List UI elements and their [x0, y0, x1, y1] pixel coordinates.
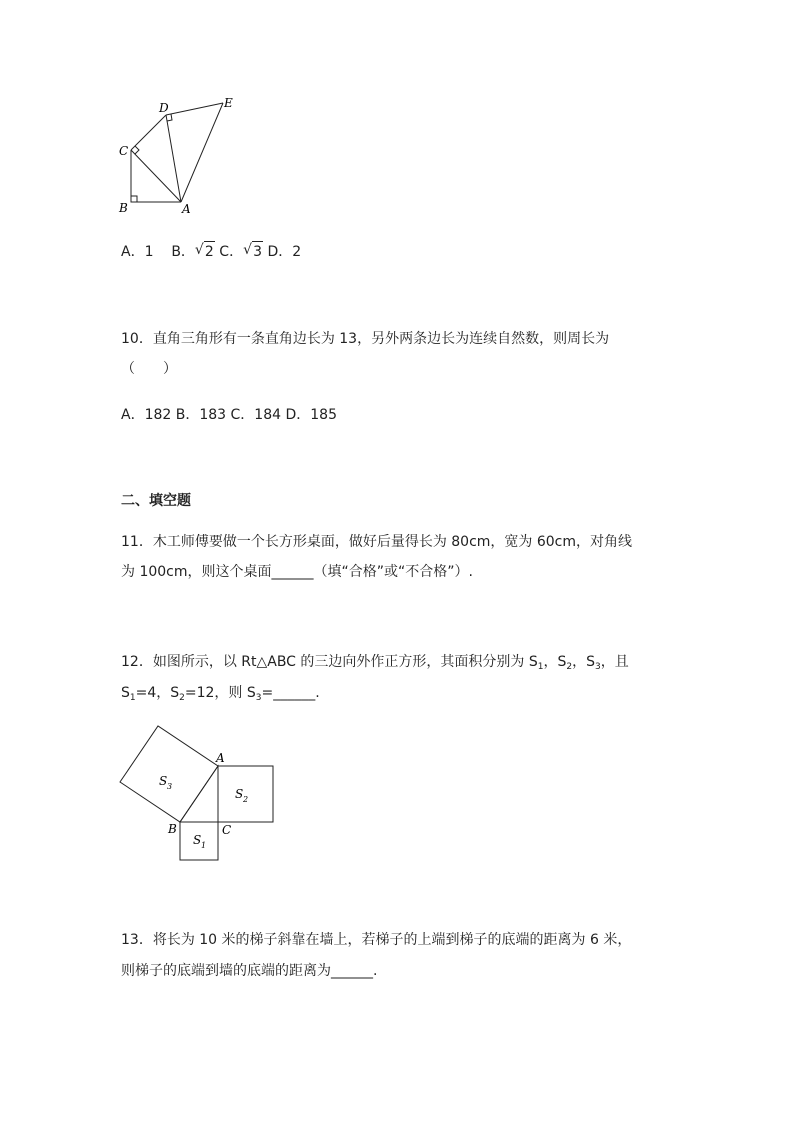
- label-a: A: [182, 202, 191, 216]
- q9-option-a-value: 1: [144, 244, 154, 260]
- q11-line1: 11．木工师傅要做一个长方形桌面，做好后量得长为 80cm，宽为 60cm，对角线: [121, 534, 633, 550]
- q12-line1: 12．如图所示，以 Rt△ABC 的三边向外作正方形，其面积分别为 $S_1$，$S_2$，$S_3$，且: [121, 654, 629, 672]
- q9-options: [121, 241, 301, 262]
- segment-de: [166, 103, 223, 115]
- label-c: C: [222, 823, 232, 837]
- svg-text:2: 2: [243, 795, 249, 804]
- q9-option-d-label: D．: [267, 244, 293, 260]
- svg-text:S: S: [235, 787, 244, 801]
- q10-options: A．182 B．183 C．184 D．185: [121, 407, 337, 423]
- q9-option-d-value: 2: [292, 244, 302, 260]
- square-s3: [120, 726, 218, 822]
- q9-option-b-sqrt: √ 2: [194, 242, 214, 260]
- q9-option-c-label: C．: [219, 244, 244, 260]
- right-angle-mark-b: [131, 196, 137, 202]
- svg-text:3: 3: [167, 782, 173, 791]
- figure-squares-on-triangle: [110, 718, 285, 868]
- label-s3: [159, 774, 172, 791]
- label-b: B: [119, 201, 128, 215]
- right-angle-mark-c: [135, 146, 139, 154]
- q13-line1: 13．将长为 10 米的梯子斜靠在墙上，若梯子的上端到梯子的底端的距离为 6 米，: [121, 932, 632, 948]
- segment-cd: [131, 115, 166, 150]
- q9-option-a-label: A．: [121, 244, 145, 260]
- label-b: B: [168, 822, 177, 836]
- q12-line2: $S_1=4$，$S_2=12$，则 $S_3=\_\_\_\_\_\_$.: [121, 685, 320, 703]
- label-e: E: [224, 96, 233, 110]
- q13-line2: 则梯子的底端到墙的底端的距离为______.: [121, 963, 378, 979]
- triangle-abc: [180, 766, 218, 822]
- label-c: C: [119, 144, 129, 158]
- q11-line2: 为 100cm，则这个桌面______（填“合格”或“不合格”）.: [121, 564, 473, 580]
- segment-ea: [181, 103, 223, 202]
- svg-text:S: S: [193, 833, 202, 847]
- label-a: A: [216, 751, 225, 765]
- q10-line2: （ ）: [121, 361, 177, 377]
- section-heading-fill-blank: 二、填空题: [121, 493, 191, 509]
- q9-option-c-sqrt: √ 3: [243, 242, 262, 260]
- label-s2: [235, 787, 248, 804]
- figure-triangles-abcde: [110, 95, 250, 220]
- svg-text:S: S: [159, 774, 168, 788]
- label-s1: [193, 833, 206, 850]
- square-s2: [218, 766, 273, 822]
- q9-option-b-label: B．: [171, 244, 195, 260]
- label-d: D: [159, 101, 169, 115]
- svg-text:1: 1: [201, 841, 207, 850]
- q10-line1: 10．直角三角形有一条直角边长为 13，另外两条边长为连续自然数，则周长为: [121, 331, 610, 347]
